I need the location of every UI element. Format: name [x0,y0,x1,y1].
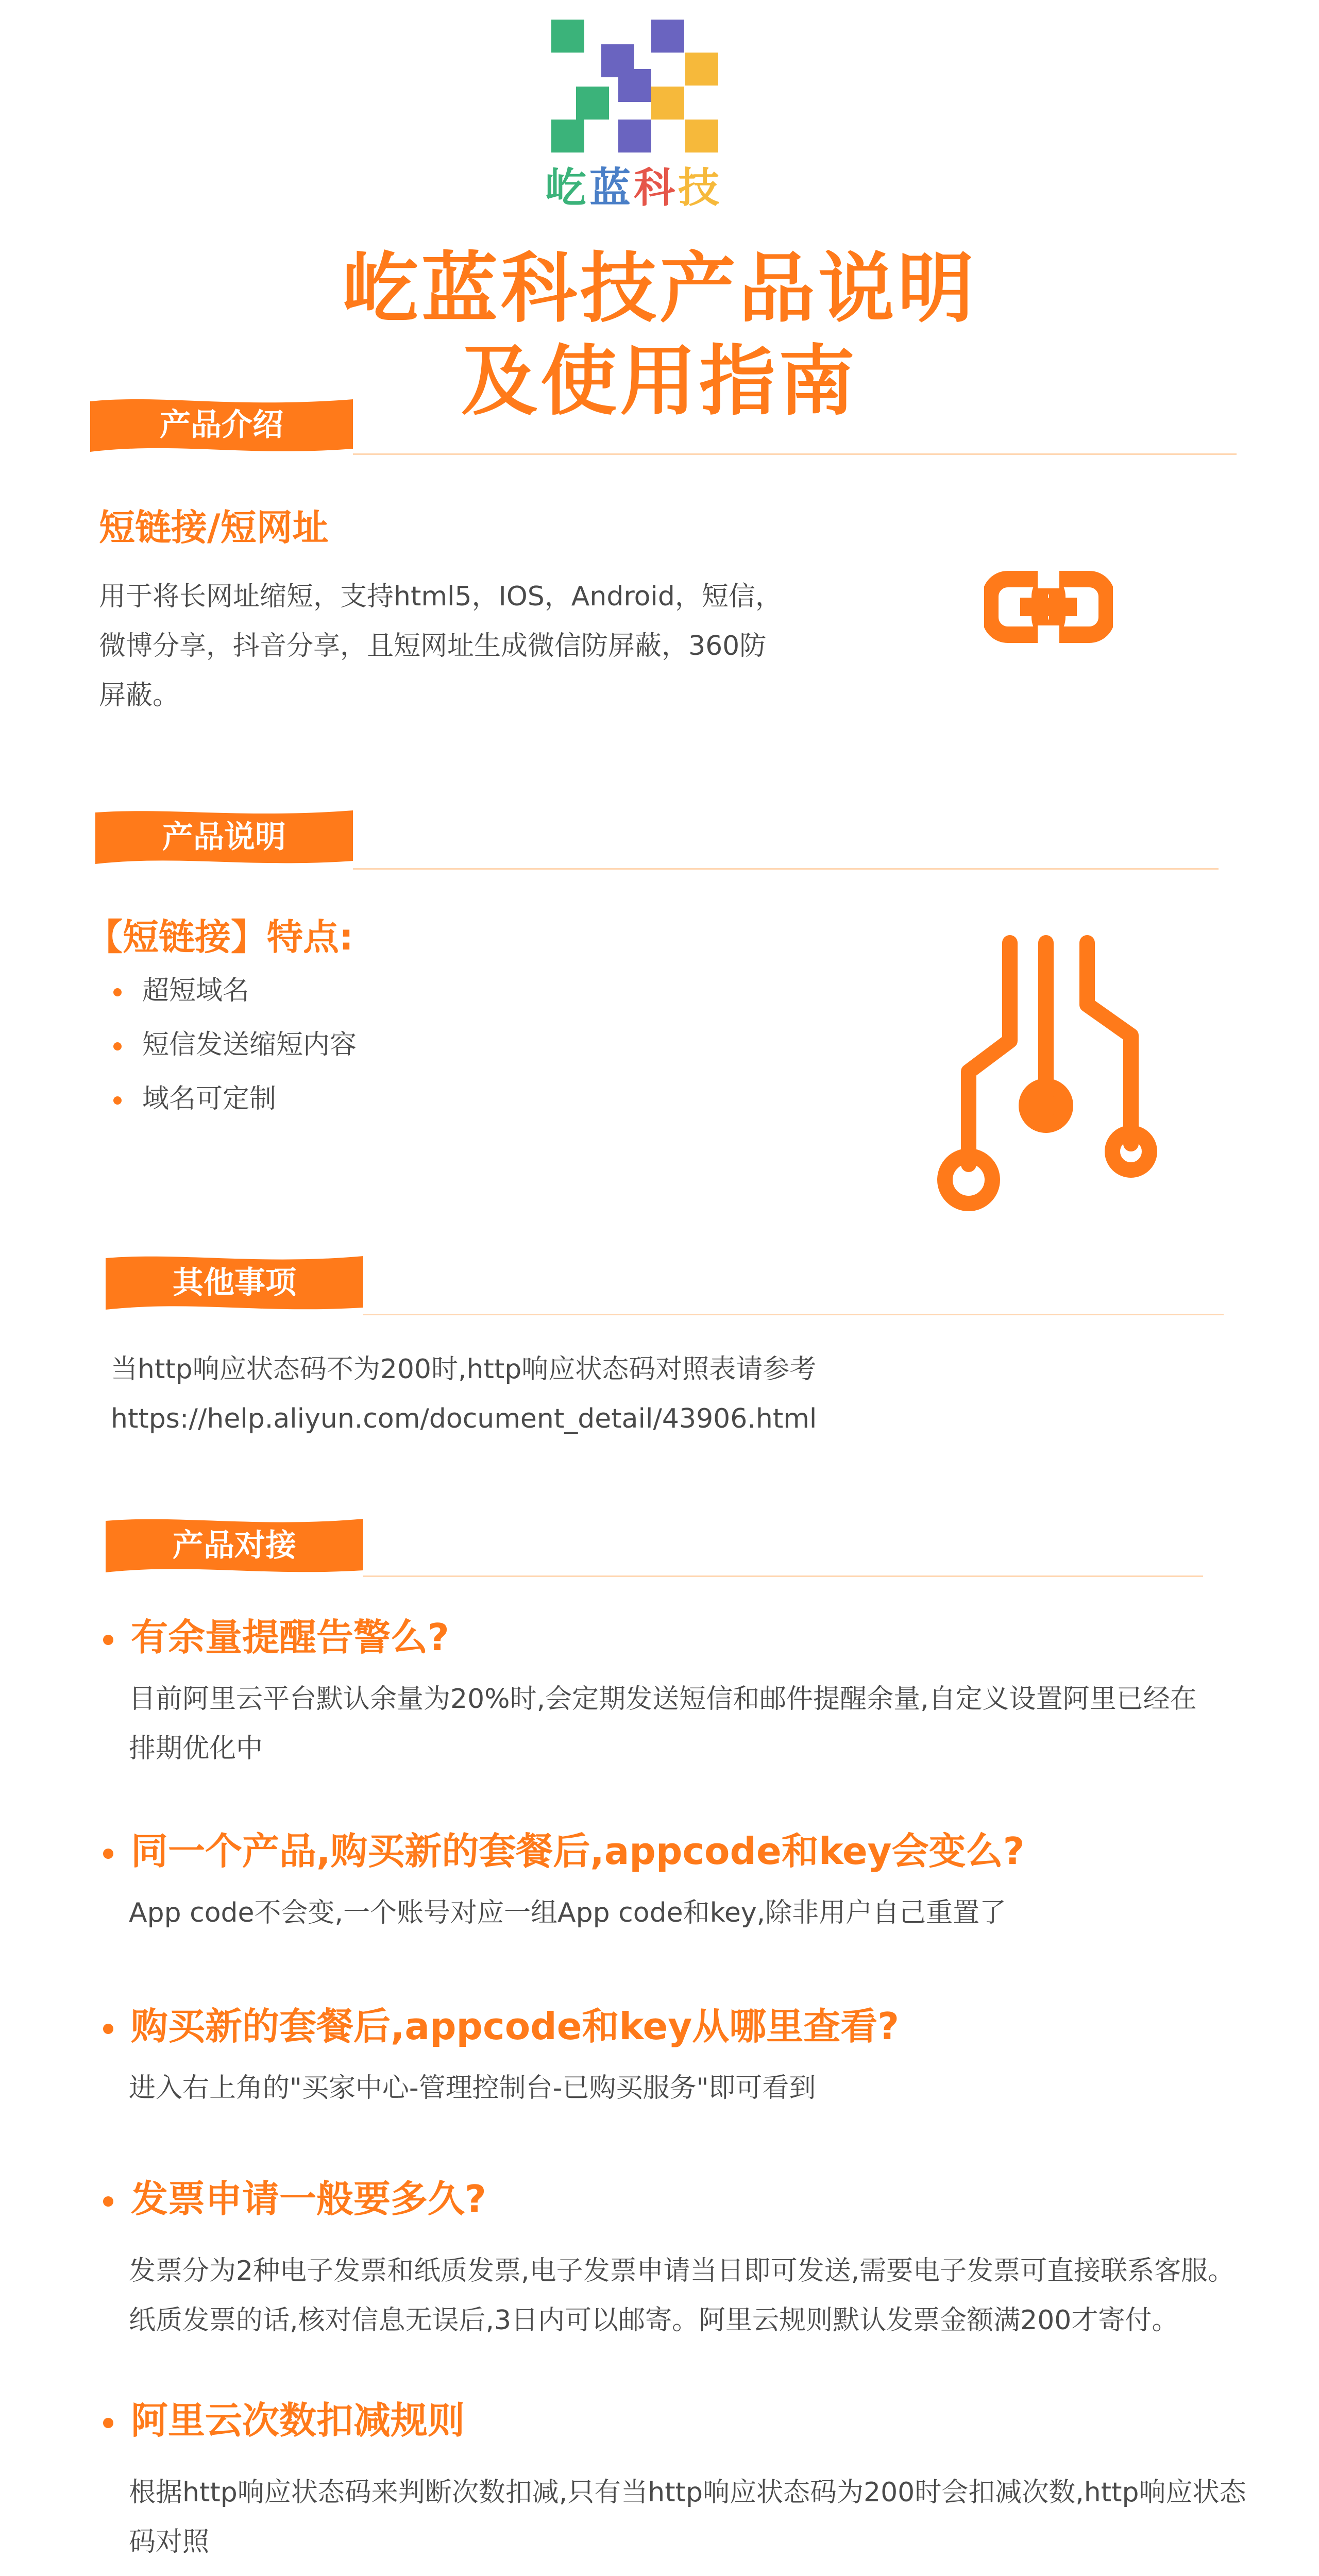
intro-heading: 短链接/短网址 [99,506,329,549]
section-banner-intro: 产品介绍 [90,394,353,456]
other-text: 当http响应状态码不为200时,http响应状态码对照表请参考 https://help.aliyun.com/document_detail/43906.html [111,1345,1244,1444]
section-divider [353,868,1219,870]
list-item: 域名可定制 [113,1077,276,1115]
faq-answer: 根据http响应状态码来判断次数扣减,只有当http响应状态码为200时会扣减次数,http响应状态 码对照 [129,2477,1246,2557]
section-banner-other: 其他事项 [106,1252,363,1314]
section-divider [363,1314,1224,1315]
help-link[interactable]: https://help.aliyun.com/document_detail/43906.html [111,1403,817,1434]
desc-heading: 【短链接】特点: [87,916,353,958]
section-divider [353,453,1237,455]
page-title-line2: 及使用指南 [461,337,858,426]
faq-question: 阿里云次数扣减规则 [103,2391,465,2444]
section-divider [363,1575,1203,1577]
faq-answer: 进入右上角的"买家中心-管理控制台-已购买服务"即可看到 [129,2073,816,2104]
faq-question: 发票申请一般要多久? [103,2169,486,2223]
page-title-line1: 屹蓝科技产品说明 [342,244,977,333]
faq-question: 同一个产品,购买新的套餐后,appcode和key会变么? [103,1821,1024,1875]
faq-answer: App code不会变,一个账号对应一组App code和key,除非用户自己重置了 [129,1897,1007,1928]
chain-link-icon [984,571,1113,643]
list-item: 超短域名 [113,969,249,1007]
intro-text: 用于将长网址缩短，支持html5，IOS，Android，短信， 微博分享，抖音分享，且短网址生成微信防屏蔽，360防 屏蔽。 [99,581,782,711]
section-banner-faq: 产品对接 [106,1515,363,1577]
list-item: 短信发送缩短内容 [113,1023,357,1061]
section-banner-desc: 产品说明 [95,806,353,868]
feature-list [113,969,577,1133]
faq-answer: 发票分为2种电子发票和纸质发票,电子发票申请当日即可发送,需要电子发票可直接联系客服。 纸质发票的话,核对信息无误后,3日内可以邮寄。阿里云规则默认发票金额满200才寄付。 [129,2256,1235,2336]
circuit-icon [933,933,1159,1221]
faq-question: 购买新的套餐后,appcode和key从哪里查看? [103,1996,899,2050]
logo-wordmark: 屹蓝科技 [545,163,722,212]
faq-answer: 目前阿里云平台默认余量为20%时,会定期发送短信和邮件提醒余量,自定义设置阿里已经在 排期优化中 [129,1684,1197,1764]
faq-question: 有余量提醒告警么? [103,1607,449,1661]
logo-mark [551,20,721,159]
